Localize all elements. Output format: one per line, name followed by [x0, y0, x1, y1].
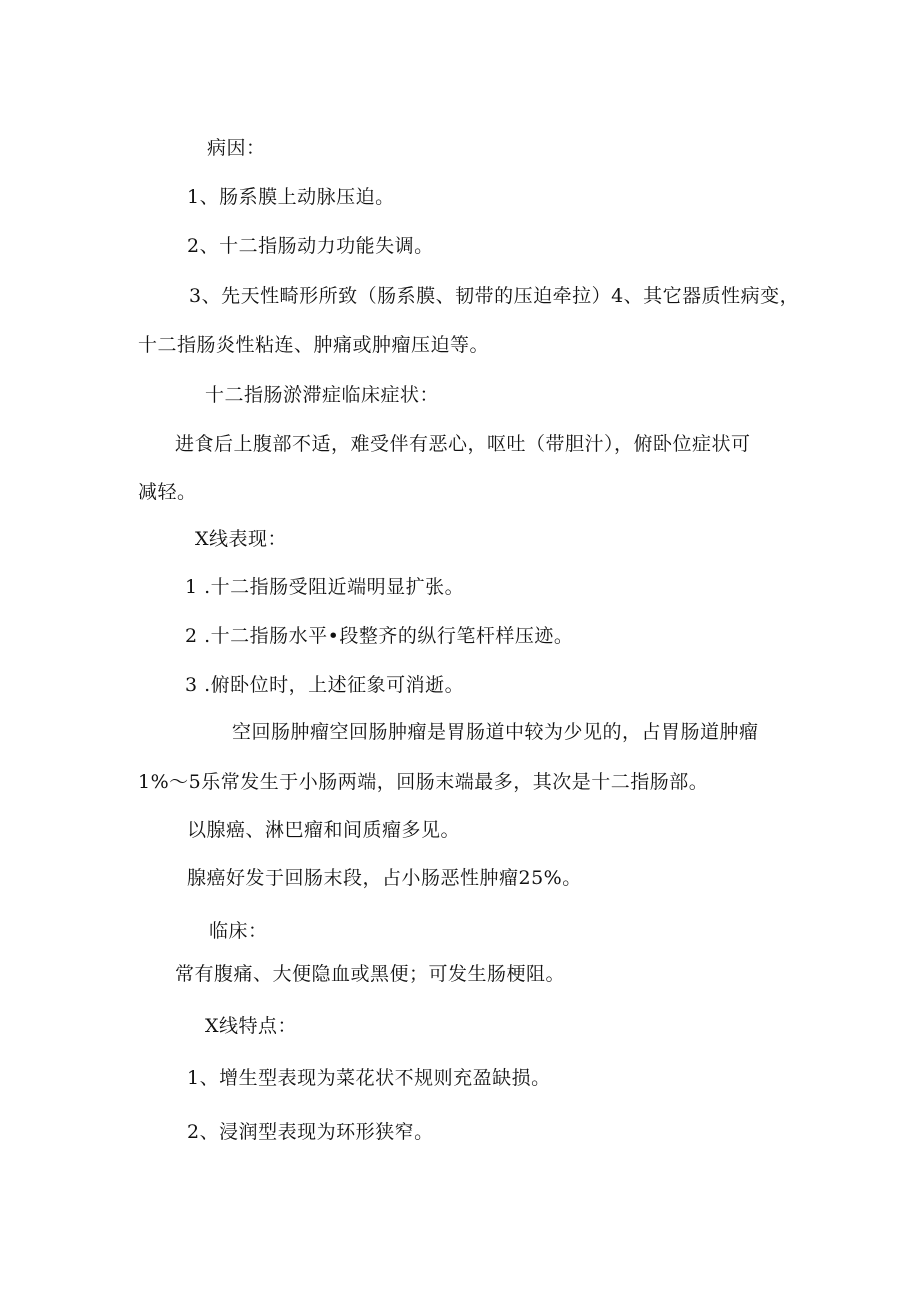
symptoms-text: 进食后上腹部不适，难受伴有恶心，呕吐（带胆汁），俯卧位症状可	[175, 433, 751, 455]
cause-item-3-cont: 十二指肠炎性粘连、肿痛或肿瘤压迫等。	[138, 334, 490, 356]
heading-clinical: 临床：	[209, 920, 268, 942]
tumor-intro-cont: 1%〜5乐常发生于小肠两端，回肠末端最多，其次是十二指肠部。	[138, 771, 709, 793]
heading-xray-features: X线特点：	[205, 1015, 298, 1037]
xray-feature-1: 1、增生型表现为菜花状不规则充盈缺损。	[187, 1067, 551, 1089]
adenocarcinoma-text: 腺癌好发于回肠末段，占小肠恶性肿瘤25%。	[187, 867, 582, 889]
symptoms-text-cont: 减轻。	[138, 481, 197, 503]
cause-item-1: 1、肠系膜上动脉压迫。	[187, 186, 395, 208]
clinical-text: 常有腹痛、大便隐血或黑便；可发生肠梗阻。	[175, 963, 566, 985]
xray-feature-2: 2、浸润型表现为环形狭窄。	[187, 1121, 434, 1143]
heading-xray: X线表现：	[195, 528, 288, 550]
cause-item-2: 2、十二指肠动力功能失调。	[187, 235, 434, 257]
xray-item-3: 3 .俯卧位时，上述征象可消逝。	[185, 674, 465, 696]
heading-symptoms: 十二指肠淤滞症临床症状：	[205, 384, 440, 406]
heading-cause: 病因：	[207, 137, 266, 159]
cause-item-3: 3、先天性畸形所致（肠系膜、韧带的压迫牵拉）4、其它器质性病变，	[189, 285, 800, 307]
tumor-types: 以腺癌、淋巴瘤和间质瘤多见。	[187, 819, 461, 841]
xray-item-1: 1 .十二指肠受阻近端明显扩张。	[185, 576, 465, 598]
tumor-intro: 空回肠肿瘤空回肠肿瘤是胃肠道中较为少见的，占胃肠道肿瘤	[232, 721, 759, 743]
xray-item-2: 2 .十二指肠水平•段整齐的纵行笔杆样压迹。	[185, 625, 574, 647]
